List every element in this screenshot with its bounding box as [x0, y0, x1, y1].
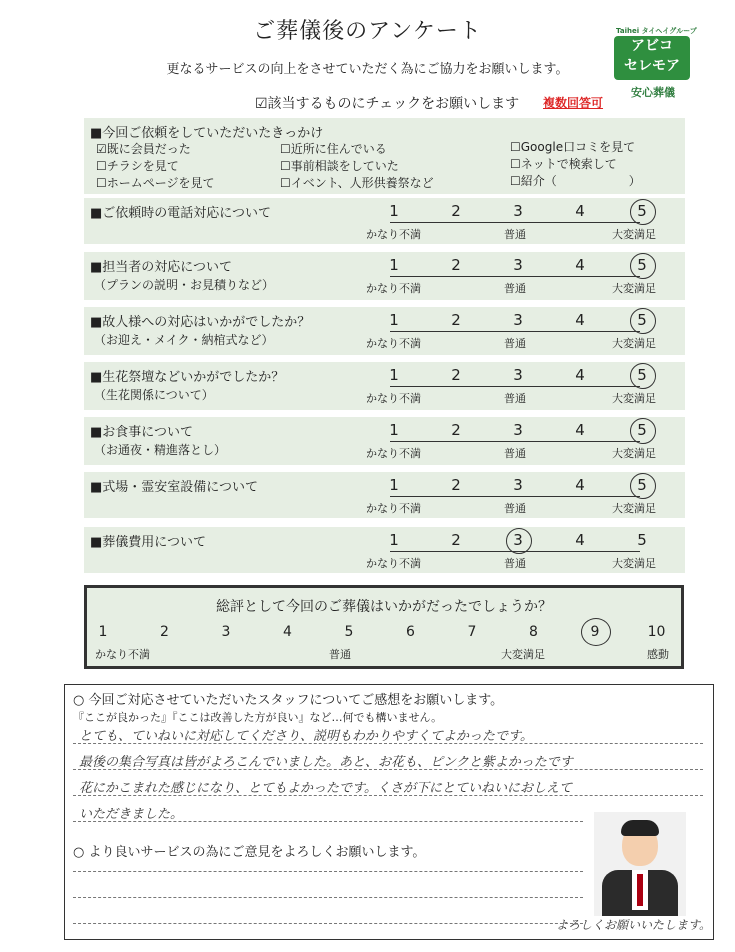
scale-label-low: かなり不満: [366, 282, 421, 295]
option-neighbor[interactable]: ☐近所に住んでいる: [280, 142, 387, 156]
overall-option-1[interactable]: 1: [98, 624, 108, 640]
scale-label-mid: 普通: [504, 392, 526, 405]
scale-label-low: かなり不満: [366, 557, 421, 570]
question-title: ■故人様への対応はいかがでしたか？: [90, 315, 311, 330]
scale-label-high: 大変満足: [612, 447, 656, 460]
scale-label-high: 大変満足: [612, 502, 656, 515]
scale-label-mid: 普通: [504, 228, 526, 241]
option-event[interactable]: ☐イベント、人形供養祭など: [280, 176, 434, 190]
scale-label-high: 大変満足: [612, 228, 656, 241]
scale-label-low: かなり不満: [366, 392, 421, 405]
overall-option-10[interactable]: 10: [647, 624, 666, 640]
question-title: ■お食事について: [90, 425, 194, 440]
scale-label-high: 大変満足: [612, 337, 656, 350]
overall-label-top: 感動: [647, 648, 669, 661]
rating-option-4[interactable]: 4: [575, 311, 585, 329]
option-consultation[interactable]: ☐事前相談をしていた: [280, 159, 399, 173]
scale-label-mid: 普通: [504, 282, 526, 295]
rating-option-1[interactable]: 1: [389, 476, 399, 494]
rating-option-3[interactable]: 3: [513, 256, 523, 274]
scale-line: [390, 276, 640, 277]
section-trigger: [84, 118, 685, 194]
rating-option-2[interactable]: 2: [451, 531, 461, 549]
rating-option-3[interactable]: 3: [513, 311, 523, 329]
rating-option-1[interactable]: 1: [389, 202, 399, 220]
rating-option-1[interactable]: 1: [389, 531, 399, 549]
logo-line1: アビコ: [631, 38, 673, 54]
overall-label-mid: 普通: [329, 648, 351, 661]
question-title: ■式場・霊安室設備について: [90, 480, 259, 495]
scale-label-high: 大変満足: [612, 392, 656, 405]
scale-label-low: かなり不満: [366, 228, 421, 241]
question-subtitle: （お迎え・メイク・納棺式など）: [94, 333, 274, 347]
divider: [73, 897, 583, 898]
logo-company: Taihei タイヘイグループ: [616, 27, 697, 35]
handwritten-line: 最後の集合写真は皆がよろこんでいました。あと、お花も、ピンクと紫よかったです: [79, 755, 573, 770]
option-flyer[interactable]: ☐チラシを見て: [96, 159, 179, 173]
rating-option-1[interactable]: 1: [389, 366, 399, 384]
overall-option-2[interactable]: 2: [160, 624, 169, 640]
scale-line: [390, 331, 640, 332]
rating-option-3[interactable]: 3: [513, 531, 523, 549]
section-title: ■今回ご依頼をしていただいたきっかけ: [90, 126, 324, 141]
rating-section: [84, 307, 685, 355]
instruction-text: ☑該当するものにチェックをお願いします: [255, 96, 520, 112]
divider: [73, 871, 583, 872]
option-homepage[interactable]: ☐ホームページを見て: [96, 176, 215, 190]
rating-option-4[interactable]: 4: [575, 531, 585, 549]
rating-section: [84, 198, 685, 244]
question-subtitle: （お通夜・精進落とし）: [94, 443, 227, 457]
rating-section: [84, 472, 685, 518]
option-member[interactable]: ☑既に会員だった: [96, 142, 191, 156]
comment-heading-staff: ○ 今回ご対応させていただいたスタッフについてご感想をお願いします。: [73, 693, 504, 708]
overall-option-3[interactable]: 3: [221, 624, 231, 640]
rating-section: [84, 252, 685, 300]
page-subtitle: 更なるサービスの向上をさせていただく為にご協力をお願いします。: [166, 62, 569, 77]
rating-option-3[interactable]: 3: [513, 476, 523, 494]
rating-option-3[interactable]: 3: [513, 421, 523, 439]
overall-option-4[interactable]: 4: [283, 624, 292, 640]
scale-label-low: かなり不満: [366, 337, 421, 350]
overall-label-high: 大変満足: [501, 648, 545, 661]
scale-line: [390, 441, 640, 442]
scale-label-high: 大変満足: [612, 282, 656, 295]
staff-photo: [594, 812, 686, 916]
overall-option-9[interactable]: 9: [590, 624, 600, 640]
question-title: ■ご依頼時の電話対応について: [90, 206, 272, 221]
rating-option-5[interactable]: 5: [637, 366, 647, 384]
rating-option-4[interactable]: 4: [575, 366, 585, 384]
overall-label-low: かなり不満: [95, 648, 150, 661]
rating-option-5[interactable]: 5: [637, 421, 647, 439]
question-subtitle: （プランの説明・お見積りなど）: [94, 278, 275, 292]
comment-heading-suggestions: ○ より良いサービスの為にご意見をよろしくお願いします。: [73, 845, 426, 860]
overall-option-8[interactable]: 8: [529, 624, 538, 640]
rating-option-2[interactable]: 2: [451, 256, 461, 274]
rating-option-2[interactable]: 2: [451, 366, 461, 384]
logo-tagline: 安心葬儀: [631, 86, 675, 99]
option-net-search[interactable]: ☐ネットで検索して: [510, 157, 617, 171]
page-title: ご葬儀後のアンケート: [253, 19, 482, 44]
rating-option-3[interactable]: 3: [513, 202, 523, 220]
rating-option-2[interactable]: 2: [451, 476, 461, 494]
question-title: ■担当者の対応について: [90, 260, 233, 275]
divider: [73, 923, 583, 924]
rating-option-5[interactable]: 5: [637, 256, 647, 274]
scale-line: [390, 551, 640, 552]
rating-section: [84, 362, 685, 410]
rating-option-2[interactable]: 2: [451, 311, 461, 329]
scale-line: [390, 386, 640, 387]
scale-label-low: かなり不満: [366, 447, 421, 460]
rating-option-4[interactable]: 4: [575, 421, 585, 439]
logo-line2: セレモア: [624, 58, 680, 74]
scale-label-mid: 普通: [504, 337, 526, 350]
question-subtitle: （生花関係について）: [94, 388, 214, 402]
photo-hair: [621, 820, 659, 836]
multiple-answer-note: 複数回答可: [543, 96, 604, 110]
rating-option-4[interactable]: 4: [575, 256, 585, 274]
rating-option-5[interactable]: 5: [637, 531, 647, 549]
rating-option-5[interactable]: 5: [637, 476, 647, 494]
option-google[interactable]: ☐Google口コミを見て: [510, 140, 636, 154]
rating-option-1[interactable]: 1: [389, 256, 399, 274]
selected-overall-circle: [581, 618, 611, 646]
rating-option-2[interactable]: 2: [451, 202, 461, 220]
rating-option-1[interactable]: 1: [389, 311, 399, 329]
photo-tie: [637, 874, 643, 906]
staff-signoff: よろしくお願いいたします。: [556, 918, 712, 932]
scale-line: [390, 496, 640, 497]
question-title: ■葬儀費用について: [90, 535, 207, 550]
rating-option-4[interactable]: 4: [575, 476, 585, 494]
overall-rating-box: [84, 585, 684, 669]
scale-label-mid: 普通: [504, 447, 526, 460]
scale-label-low: かなり不満: [366, 502, 421, 515]
rating-section: [84, 527, 685, 573]
handwritten-line: 花にかこまれた感じになり、とてもよかったです。くさが下にとていねいにおしえて: [79, 781, 572, 796]
overall-option-5[interactable]: 5: [344, 624, 354, 640]
overall-title: 総評として今回のご葬儀はいかがだったでしょうか？: [216, 599, 552, 615]
rating-section: [84, 417, 685, 465]
scale-label-mid: 普通: [504, 557, 526, 570]
rating-option-3[interactable]: 3: [513, 366, 523, 384]
comment-note: 『ここが良かった』『ここは改善した方が良い』など…何でも構いません。: [73, 711, 443, 724]
scale-line: [390, 222, 640, 223]
question-title: ■生花祭壇などいかがでしたか？: [90, 370, 285, 385]
option-referral[interactable]: ☐紹介（ ）: [510, 174, 641, 188]
rating-option-2[interactable]: 2: [451, 421, 461, 439]
overall-option-6[interactable]: 6: [406, 624, 415, 640]
overall-option-7[interactable]: 7: [467, 624, 477, 640]
scale-label-high: 大変満足: [612, 557, 656, 570]
rating-option-4[interactable]: 4: [575, 202, 585, 220]
handwritten-line: とても、ていねいに対応してくださり、説明もわかりやすくてよかったです。: [79, 729, 533, 744]
rating-option-1[interactable]: 1: [389, 421, 399, 439]
rating-option-5[interactable]: 5: [637, 311, 647, 329]
company-logo: [614, 36, 690, 80]
handwritten-line: いただきました。: [79, 807, 184, 822]
scale-label-mid: 普通: [504, 502, 526, 515]
rating-option-5[interactable]: 5: [637, 202, 647, 220]
